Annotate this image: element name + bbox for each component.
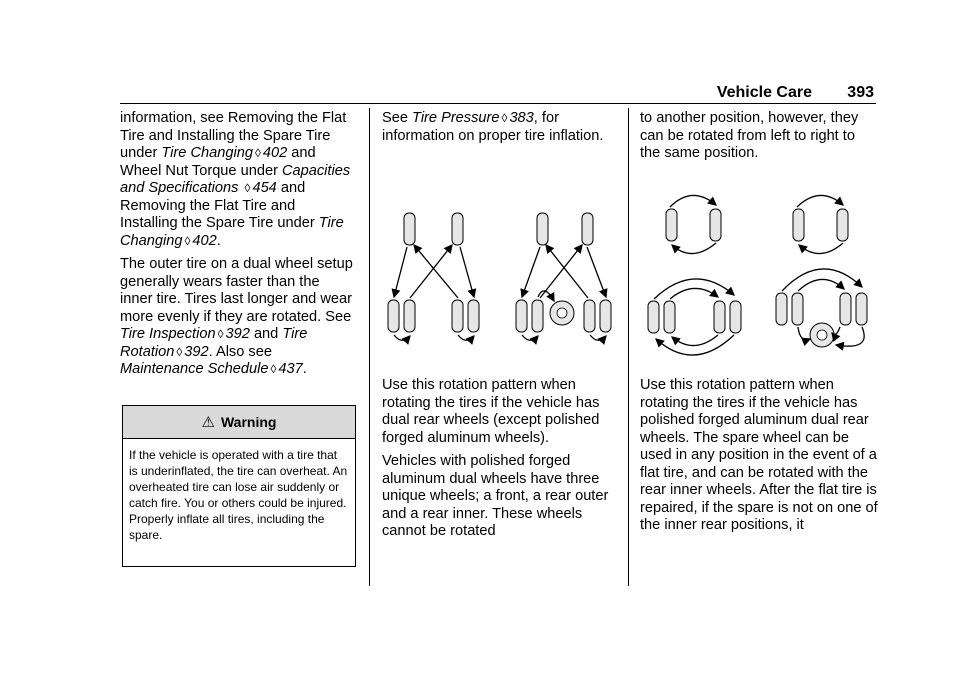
column-divider-2 bbox=[628, 108, 629, 586]
text: and bbox=[276, 180, 306, 196]
col3-paragraph-2: Use this rotation pattern when rotating the tires if the vehicle has polished forged aluminum dual rear wheels. The spare wheel can be used in any position in the event of a flat tire, and can be rotated with the rear inner wheels. After the flat tire is repaired, if the spare is not on one of the inner rear positions, it bbox=[640, 377, 878, 533]
link-tire-pressure[interactable]: Tire Pressure bbox=[412, 110, 500, 126]
text: and bbox=[287, 145, 316, 161]
warning-triangle-icon: ⚠ bbox=[201, 414, 215, 431]
tire-front-right bbox=[582, 213, 593, 245]
page-ref-icon: ◊ bbox=[254, 146, 261, 160]
tire-rear-left-outer bbox=[388, 300, 399, 332]
col3-paragraph-1: to another position, however, they can be rotated from left to right to the same position. bbox=[640, 110, 859, 161]
text: Removing the Flat Tire and Installing the Spare Tire bbox=[120, 110, 347, 144]
link-capacities[interactable]: Capacities and Specifications bbox=[120, 162, 351, 196]
text: under bbox=[120, 145, 162, 161]
link-tire-changing[interactable]: Tire Changing bbox=[120, 215, 344, 249]
text: Removing the Flat Tire and Installing the Spare Tire bbox=[120, 197, 296, 231]
page-ref-icon: ◊ bbox=[217, 327, 224, 341]
page-ref[interactable]: 437 bbox=[278, 361, 303, 377]
col2-paragraph-3: Vehicles with polished forged aluminum dual wheels have three unique wheels; a front, a rear outer and a rear inner. These wheels cannot be rotated bbox=[382, 453, 609, 539]
text: . bbox=[302, 361, 307, 377]
page-header bbox=[120, 84, 876, 104]
column-2 bbox=[382, 110, 618, 151]
col1-paragraph-1 bbox=[120, 110, 356, 250]
link-tire-rotation[interactable]: Tire Rotation bbox=[120, 326, 308, 360]
tire-front-left bbox=[537, 213, 548, 245]
link-tire-changing[interactable]: Tire Changing bbox=[161, 145, 253, 161]
tire-rear-right-inner bbox=[452, 300, 463, 332]
page-ref[interactable]: 392 bbox=[225, 326, 250, 342]
text: . bbox=[216, 232, 221, 249]
page-ref[interactable]: 383 bbox=[509, 110, 534, 126]
warning-header bbox=[123, 406, 355, 439]
tire-rear-right-inner bbox=[584, 300, 595, 332]
text: under bbox=[236, 162, 282, 179]
page-ref-icon: ◊ bbox=[270, 362, 277, 376]
tire-front-right bbox=[452, 213, 463, 245]
column-2-lower bbox=[382, 377, 618, 547]
text: . Also see bbox=[208, 343, 272, 360]
col2-paragraph-2: Use this rotation pattern when rotating the tires if the vehicle has dual rear wheels (except polished forged aluminum wheels). bbox=[382, 377, 600, 446]
column-divider-1 bbox=[369, 108, 370, 586]
text: Wheel Nut Torque bbox=[120, 162, 237, 179]
tire-front-left bbox=[404, 213, 415, 245]
col1-paragraph-2 bbox=[120, 256, 356, 379]
pattern-rear-dual bbox=[648, 279, 741, 355]
page-ref-icon: ◊ bbox=[244, 181, 251, 195]
column-3 bbox=[640, 110, 878, 169]
col2-paragraph-1 bbox=[382, 110, 618, 145]
page-number: 393 bbox=[847, 84, 874, 101]
rotation-diagram-dual-rear bbox=[382, 205, 618, 350]
text: information, see bbox=[120, 110, 228, 126]
pattern-front-2 bbox=[793, 195, 848, 253]
pattern-rear-dual-spare bbox=[776, 269, 867, 347]
tire-rear-right-outer bbox=[468, 300, 479, 332]
section-title: Vehicle Care bbox=[716, 84, 812, 101]
page-ref[interactable]: 402 bbox=[262, 145, 288, 161]
pattern-right bbox=[516, 213, 611, 340]
tire-rear-right-outer bbox=[600, 300, 611, 332]
page-ref-icon: ◊ bbox=[176, 344, 183, 359]
text: and bbox=[249, 326, 283, 342]
pattern-left bbox=[388, 213, 479, 340]
link-tire-inspection[interactable]: Tire Inspection bbox=[120, 326, 216, 342]
link-maintenance-schedule[interactable]: Maintenance Schedule bbox=[120, 361, 269, 377]
page-ref[interactable]: 454 bbox=[252, 180, 277, 196]
column-3-lower bbox=[640, 377, 878, 541]
page-ref-icon: ◊ bbox=[501, 111, 508, 125]
text: under bbox=[273, 215, 319, 231]
header-rule bbox=[120, 103, 876, 104]
text: The outer tire on a dual wheel setup generally wears faster than the inner tire. Tires last longer and wear more evenly if they are rotated. See bbox=[120, 256, 353, 325]
tire-rear-left-inner bbox=[532, 300, 543, 332]
page-ref[interactable]: 392 bbox=[184, 343, 209, 360]
tire-rear-left-inner bbox=[404, 300, 415, 332]
warning-body: If the vehicle is operated with a tire that is underinflated, the tire can overheat. An overheated tire can lose air suddenly or catch fire. You or others could be injured. Properly inflate all tires, including the spare. bbox=[129, 448, 348, 542]
page-ref[interactable]: 402 bbox=[192, 232, 217, 249]
warning-title: Warning bbox=[220, 414, 277, 430]
rotation-diagram-aluminum-dual bbox=[640, 183, 878, 358]
tire-rear-left-outer bbox=[516, 300, 527, 332]
page-ref-icon: ◊ bbox=[184, 233, 191, 248]
warning-box bbox=[122, 405, 356, 567]
text: See bbox=[382, 110, 413, 126]
column-1 bbox=[120, 110, 356, 385]
text: , for information on proper tire inflation. bbox=[382, 110, 604, 144]
pattern-front bbox=[666, 195, 721, 253]
